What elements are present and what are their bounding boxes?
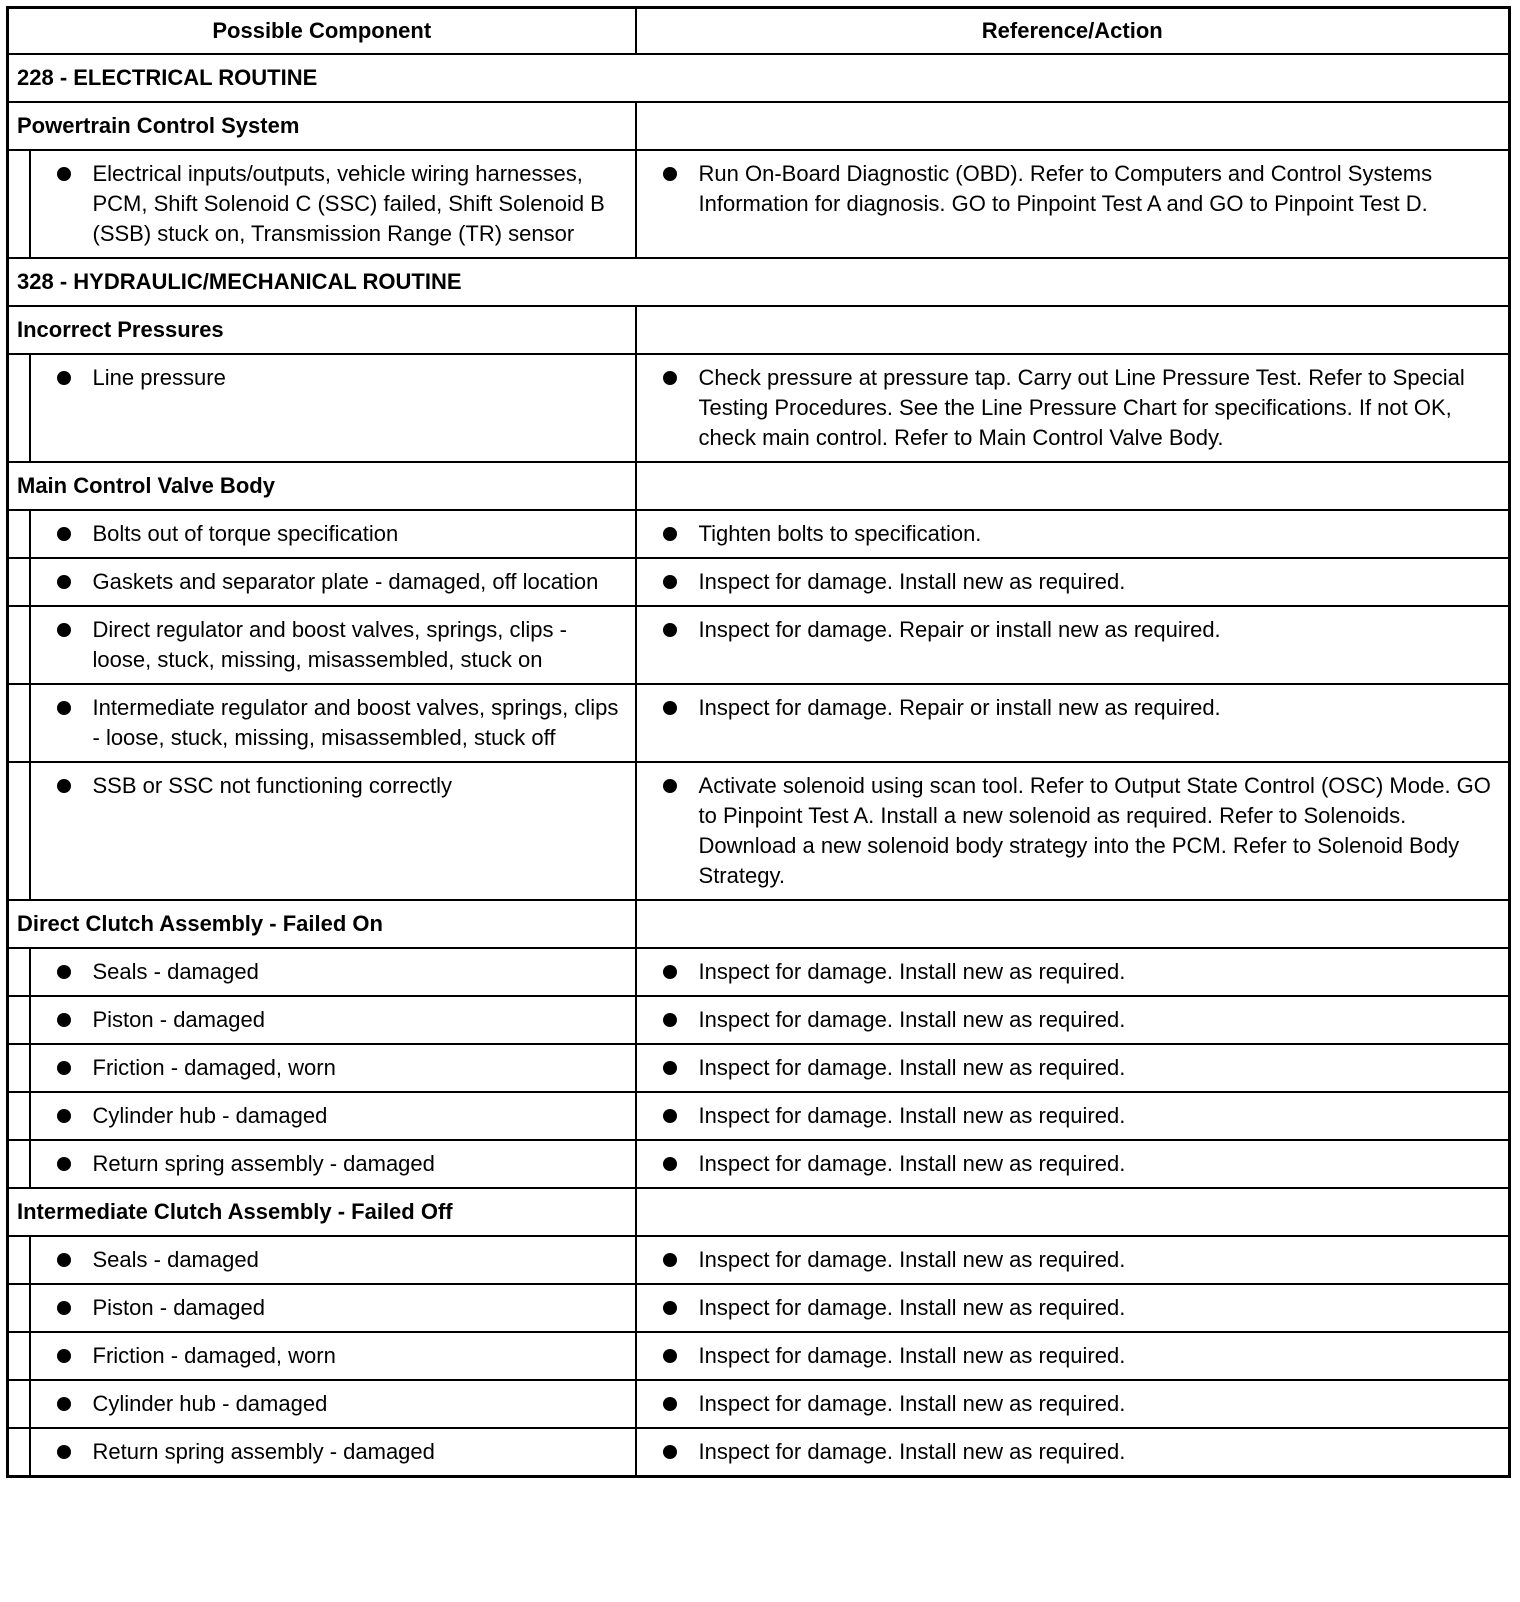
component-cell [30,1044,636,1092]
component-text: Seals - damaged [92,1247,259,1272]
bullet-icon [57,1397,71,1411]
indent-cell [8,1044,30,1092]
bullet-icon [57,1157,71,1171]
action-text: Inspect for damage. Install new as required. [698,1439,1126,1464]
action-cell [636,1428,1510,1477]
bullet-icon [663,1253,677,1267]
component-text: Line pressure [92,365,226,390]
component-text: Piston - damaged [92,1007,265,1032]
indent-cell [8,558,30,606]
bullet-icon [57,1445,71,1459]
action-cell [636,1284,1510,1332]
component-cell [30,1092,636,1140]
component-text: Return spring assembly - damaged [92,1439,435,1464]
bullet-icon [663,167,677,181]
action-cell [636,948,1510,996]
empty-cell [636,900,1510,948]
component-cell [30,606,636,684]
table-row [8,354,1510,462]
component-text: Return spring assembly - damaged [92,1151,435,1176]
indent-cell [8,510,30,558]
component-text: Seals - damaged [92,959,259,984]
action-text: Inspect for damage. Install new as required. [698,1103,1126,1128]
column-header-action: Reference/Action [636,8,1510,55]
bullet-icon [663,1013,677,1027]
component-text: Electrical inputs/outputs, vehicle wiring harnesses, PCM, Shift Solenoid C (SSC) failed, Shift Solenoid B (SSB) stuck on, Transmission Range (TR) sensor [92,161,605,246]
indent-cell [8,150,30,258]
table-row [8,510,1510,558]
action-text: Inspect for damage. Install new as required. [698,959,1126,984]
bullet-icon [57,1301,71,1315]
action-cell [636,1380,1510,1428]
component-cell [30,1428,636,1477]
bullet-icon [57,965,71,979]
subsection-heading: Direct Clutch Assembly - Failed On [8,900,636,948]
table-row [8,762,1510,900]
empty-cell [636,462,1510,510]
table-row [8,1380,1510,1428]
action-cell [636,684,1510,762]
action-cell [636,1044,1510,1092]
table-row [8,1044,1510,1092]
component-cell [30,354,636,462]
table-header-row [8,8,1510,55]
component-cell [30,1284,636,1332]
table-row [8,1140,1510,1188]
component-text: Intermediate regulator and boost valves, springs, clips - loose, stuck, missing, misassembled, stuck off [92,695,619,750]
indent-cell [8,1380,30,1428]
bullet-icon [57,575,71,589]
section-heading: 328 - HYDRAULIC/MECHANICAL ROUTINE [8,258,1510,306]
component-text: Direct regulator and boost valves, springs, clips - loose, stuck, missing, misassembled, stuck on [92,617,567,672]
action-text: Tighten bolts to specification. [698,521,982,546]
bullet-icon [663,1109,677,1123]
subsection-heading: Intermediate Clutch Assembly - Failed Off [8,1188,636,1236]
subsection-heading: Main Control Valve Body [8,462,636,510]
action-text: Check pressure at pressure tap. Carry out Line Pressure Test. Refer to Special Testing Procedures. See the Line Pressure Chart for specifications. If not OK, check main control. Refer to Main Control Valve Body. [698,365,1465,450]
action-cell [636,510,1510,558]
indent-cell [8,1428,30,1477]
indent-cell [8,1140,30,1188]
bullet-icon [663,527,677,541]
component-cell [30,1380,636,1428]
component-cell [30,150,636,258]
component-cell [30,684,636,762]
action-cell [636,1236,1510,1284]
component-cell [30,948,636,996]
action-cell [636,558,1510,606]
bullet-icon [663,575,677,589]
subsection-heading: Incorrect Pressures [8,306,636,354]
component-text: Friction - damaged, worn [92,1055,336,1080]
subsection-row [8,102,1510,150]
bullet-icon [57,167,71,181]
action-cell [636,762,1510,900]
component-text: SSB or SSC not functioning correctly [92,773,452,798]
indent-cell [8,948,30,996]
component-text: Bolts out of torque specification [92,521,399,546]
bullet-icon [663,1397,677,1411]
table-row [8,1284,1510,1332]
bullet-icon [663,1445,677,1459]
bullet-icon [57,701,71,715]
action-text: Inspect for damage. Install new as required. [698,1007,1126,1032]
action-text: Inspect for damage. Install new as required. [698,1295,1126,1320]
bullet-icon [663,1349,677,1363]
action-text: Inspect for damage. Repair or install new as required. [698,695,1221,720]
action-cell [636,354,1510,462]
action-text: Inspect for damage. Install new as required. [698,1151,1126,1176]
table-row [8,558,1510,606]
table-row [8,150,1510,258]
column-header-component: Possible Component [8,8,636,55]
empty-cell [636,306,1510,354]
component-cell [30,558,636,606]
bullet-icon [57,1349,71,1363]
table-row [8,1092,1510,1140]
indent-cell [8,762,30,900]
subsection-row [8,306,1510,354]
bullet-icon [57,1061,71,1075]
section-row [8,54,1510,102]
action-text: Inspect for damage. Install new as required. [698,1343,1126,1368]
component-text: Piston - damaged [92,1295,265,1320]
component-cell [30,1236,636,1284]
component-cell [30,510,636,558]
indent-cell [8,1332,30,1380]
action-text: Inspect for damage. Install new as required. [698,1055,1126,1080]
indent-cell [8,996,30,1044]
component-cell [30,1140,636,1188]
component-cell [30,996,636,1044]
bullet-icon [57,371,71,385]
table-body [8,54,1510,1477]
bullet-icon [663,623,677,637]
bullet-icon [57,623,71,637]
subsection-row [8,462,1510,510]
indent-cell [8,354,30,462]
indent-cell [8,1236,30,1284]
section-heading: 228 - ELECTRICAL ROUTINE [8,54,1510,102]
action-cell [636,150,1510,258]
table-row [8,1332,1510,1380]
component-text: Cylinder hub - damaged [92,1103,328,1128]
bullet-icon [663,779,677,793]
component-cell [30,1332,636,1380]
bullet-icon [57,527,71,541]
indent-cell [8,1284,30,1332]
table-row [8,948,1510,996]
table-row [8,684,1510,762]
table-row [8,996,1510,1044]
indent-cell [8,606,30,684]
table-row [8,1236,1510,1284]
subsection-row [8,1188,1510,1236]
action-text: Inspect for damage. Install new as required. [698,1391,1126,1416]
bullet-icon [663,1301,677,1315]
subsection-row [8,900,1510,948]
action-text: Inspect for damage. Install new as required. [698,569,1126,594]
table-row [8,1428,1510,1477]
bullet-icon [663,1061,677,1075]
action-cell [636,1092,1510,1140]
component-text: Gaskets and separator plate - damaged, off location [92,569,599,594]
action-cell [636,1140,1510,1188]
table-row [8,606,1510,684]
diagnosis-table [6,6,1511,1478]
bullet-icon [663,371,677,385]
action-text: Inspect for damage. Repair or install new as required. [698,617,1221,642]
empty-cell [636,102,1510,150]
component-text: Friction - damaged, worn [92,1343,336,1368]
action-cell [636,996,1510,1044]
component-text: Cylinder hub - damaged [92,1391,328,1416]
action-text: Activate solenoid using scan tool. Refer to Output State Control (OSC) Mode. GO to Pinpoint Test A. Install a new solenoid as required. Refer to Solenoids. Download a new solenoid body strategy into the PCM. Refer to Solenoid Body Strategy. [698,773,1491,888]
bullet-icon [57,1253,71,1267]
action-text: Inspect for damage. Install new as required. [698,1247,1126,1272]
indent-cell [8,684,30,762]
empty-cell [636,1188,1510,1236]
bullet-icon [663,701,677,715]
action-cell [636,606,1510,684]
bullet-icon [663,965,677,979]
bullet-icon [57,1109,71,1123]
bullet-icon [663,1157,677,1171]
bullet-icon [57,1013,71,1027]
component-cell [30,762,636,900]
bullet-icon [57,779,71,793]
action-text: Run On-Board Diagnostic (OBD). Refer to Computers and Control Systems Information for diagnosis. GO to Pinpoint Test A and GO to Pinpoint Test D. [698,161,1433,216]
action-cell [636,1332,1510,1380]
subsection-heading: Powertrain Control System [8,102,636,150]
indent-cell [8,1092,30,1140]
section-row [8,258,1510,306]
